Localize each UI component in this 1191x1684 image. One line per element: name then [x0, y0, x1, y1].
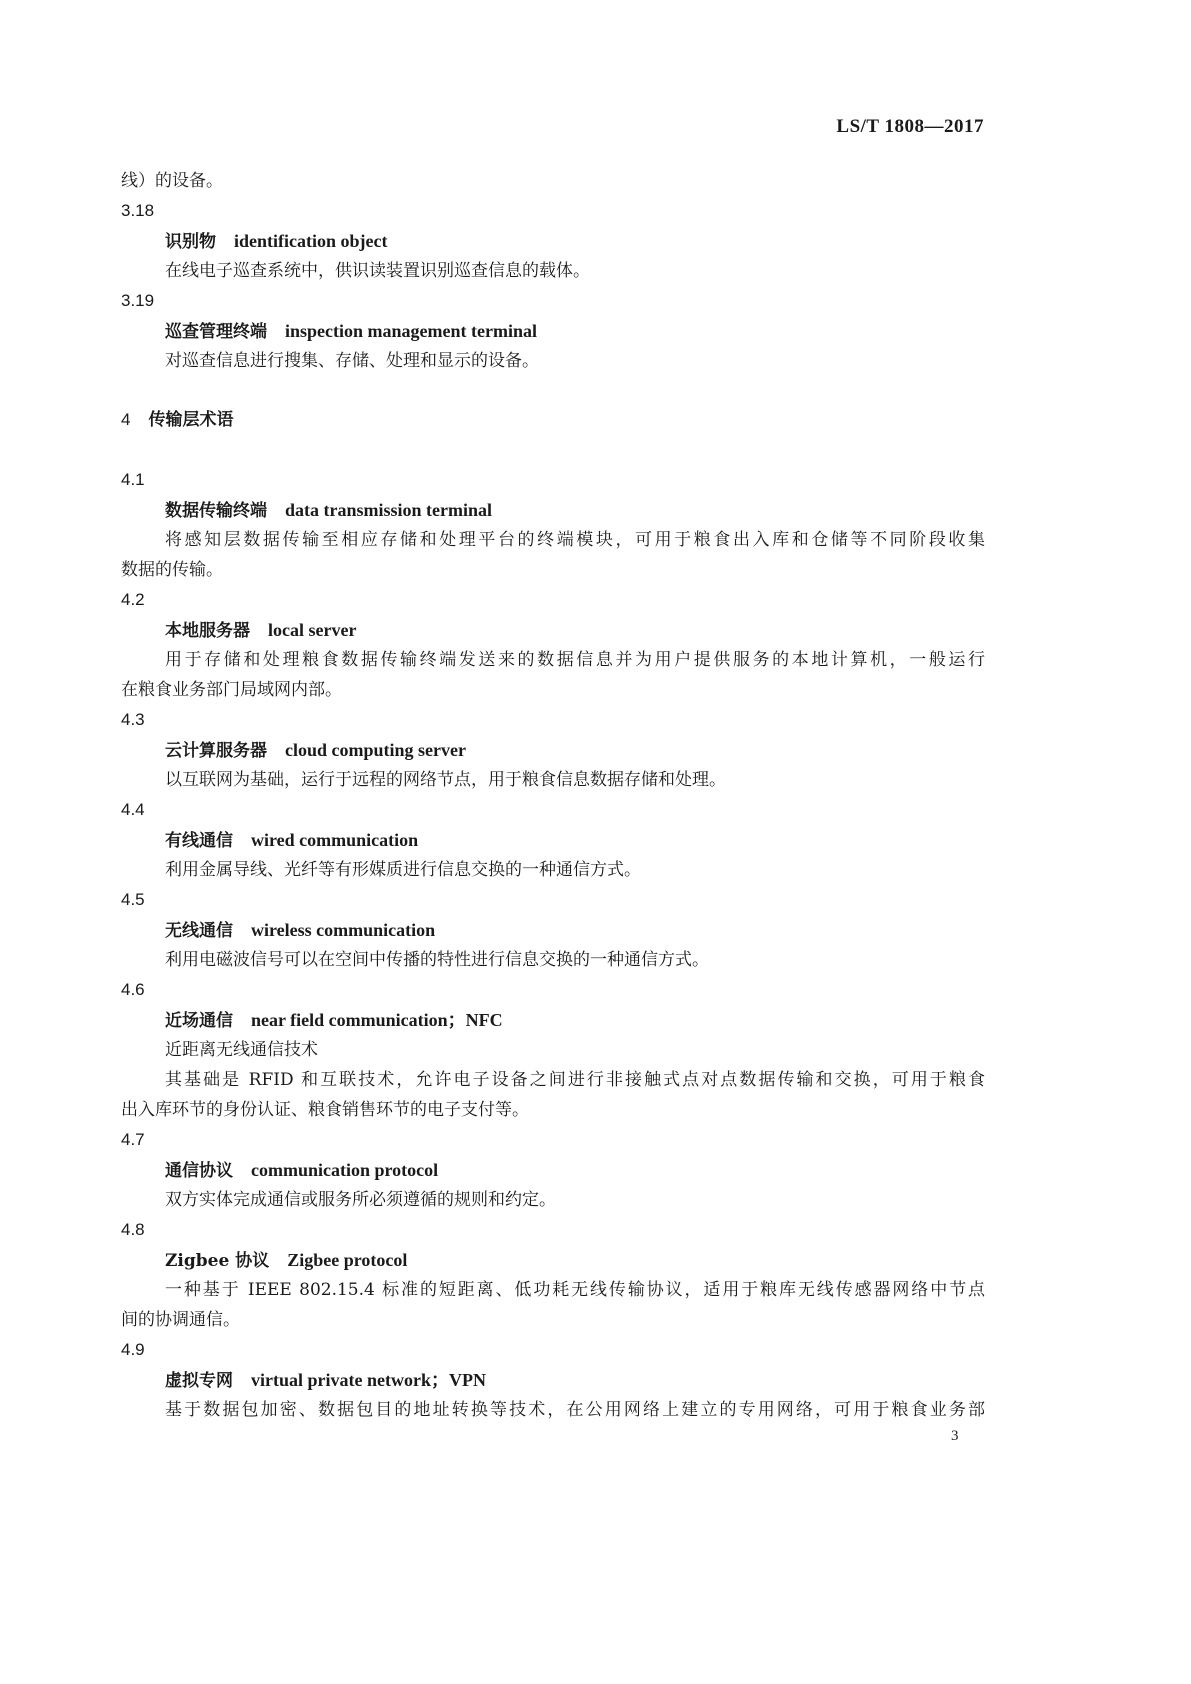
term-zh: 近场通信 [165, 1011, 233, 1031]
term-en: wired communication [251, 830, 419, 850]
term-zh: 有线通信 [165, 831, 233, 851]
entry-term [165, 320, 985, 343]
entry-number: 4.5 [121, 890, 145, 909]
entry-definition-cont: 数据的传输。 [121, 560, 223, 580]
entry-term [165, 739, 985, 762]
term-en: wireless communication [251, 920, 436, 940]
entry-number: 4.1 [121, 470, 145, 489]
entry-definition: 在线电子巡查系统中，供识读装置识别巡查信息的载体。 [165, 261, 590, 281]
entry-term [165, 1249, 985, 1272]
term-zh: 云计算服务器 [165, 741, 267, 761]
entry-number: 4.9 [121, 1340, 145, 1359]
entry-term [165, 1369, 985, 1392]
term-en: local server [268, 620, 357, 640]
term-zh: 通信协议 [165, 1161, 233, 1181]
entry-number: 4.8 [121, 1220, 145, 1239]
entry-definition-cont: 间的协调通信。 [121, 1310, 240, 1330]
standard-code-header: LS/T 1808—2017 [836, 116, 984, 137]
section-title: 传输层术语 [148, 410, 234, 430]
term-en: virtual private network；VPN [251, 1370, 486, 1390]
entry-definition: 将感知层数据传输至相应存储和处理平台的终端模块，可用于粮食出入库和仓储等不同阶段收集 [165, 530, 985, 550]
entry-number: 4.2 [121, 590, 145, 609]
entry-number: 4.6 [121, 980, 145, 999]
term-zh: 本地服务器 [165, 621, 250, 641]
term-en: identification object [234, 231, 388, 251]
term-zh: 识别物 [165, 232, 216, 252]
entry-definition: 用于存储和处理粮食数据传输终端发送来的数据信息并为用户提供服务的本地计算机，一般运行 [165, 650, 985, 670]
entry-number: 4.4 [121, 800, 145, 819]
section-heading [121, 409, 985, 431]
entry-term [165, 1009, 985, 1032]
entry-definition: 一种基于 IEEE 802.15.4 标准的短距离、低功耗无线传输协议，适用于粮库无线传感器网络中节点 [165, 1280, 985, 1300]
entry-term [165, 919, 985, 942]
entry-definition: 基于数据包加密、数据包目的地址转换等技术，在公用网络上建立的专用网络，可用于粮食业务部 [165, 1400, 985, 1420]
term-zh: 巡查管理终端 [165, 322, 267, 342]
entry-term [165, 230, 985, 253]
entry-definition: 对巡查信息进行搜集、存储、处理和显示的设备。 [165, 351, 539, 371]
term-en: cloud computing server [285, 740, 466, 760]
entry-definition: 双方实体完成通信或服务所必须遵循的规则和约定。 [165, 1190, 556, 1210]
entry-note: 近距离无线通信技术 [165, 1040, 318, 1060]
entry-number: 4.3 [121, 710, 145, 729]
entry-term [165, 1159, 985, 1182]
entry-definition: 利用金属导线、光纤等有形媒质进行信息交换的一种通信方式。 [165, 860, 641, 880]
entry-number: 3.19 [121, 291, 155, 310]
term-zh: 数据传输终端 [165, 501, 267, 521]
entry-term [165, 829, 985, 852]
entry-definition: 其基础是 RFID 和互联技术，允许电子设备之间进行非接触式点对点数据传输和交换，可用于粮食 [165, 1070, 985, 1090]
term-en: data transmission terminal [285, 500, 492, 520]
term-en: inspection management terminal [285, 321, 537, 341]
continuation-text: 线）的设备。 [121, 171, 223, 191]
page-number: 3 [951, 1428, 959, 1444]
term-zh: Zigbee 协议 [165, 1251, 270, 1271]
term-zh: 无线通信 [165, 921, 233, 941]
term-en: near field communication；NFC [251, 1010, 503, 1030]
entry-definition: 利用电磁波信号可以在空间中传播的特性进行信息交换的一种通信方式。 [165, 950, 709, 970]
entry-definition-cont: 在粮食业务部门局域网内部。 [121, 680, 342, 700]
entry-number: 3.18 [121, 201, 155, 220]
entry-number: 4.7 [121, 1130, 145, 1149]
section-number: 4 [121, 410, 131, 429]
entry-definition: 以互联网为基础，运行于远程的网络节点，用于粮食信息数据存储和处理。 [165, 770, 726, 790]
entry-term [165, 499, 985, 522]
term-zh: 虚拟专网 [165, 1371, 233, 1391]
term-en: communication protocol [251, 1160, 439, 1180]
term-en: Zigbee protocol [287, 1250, 408, 1270]
entry-definition-cont: 出入库环节的身份认证、粮食销售环节的电子支付等。 [121, 1100, 529, 1120]
entry-term [165, 619, 985, 642]
